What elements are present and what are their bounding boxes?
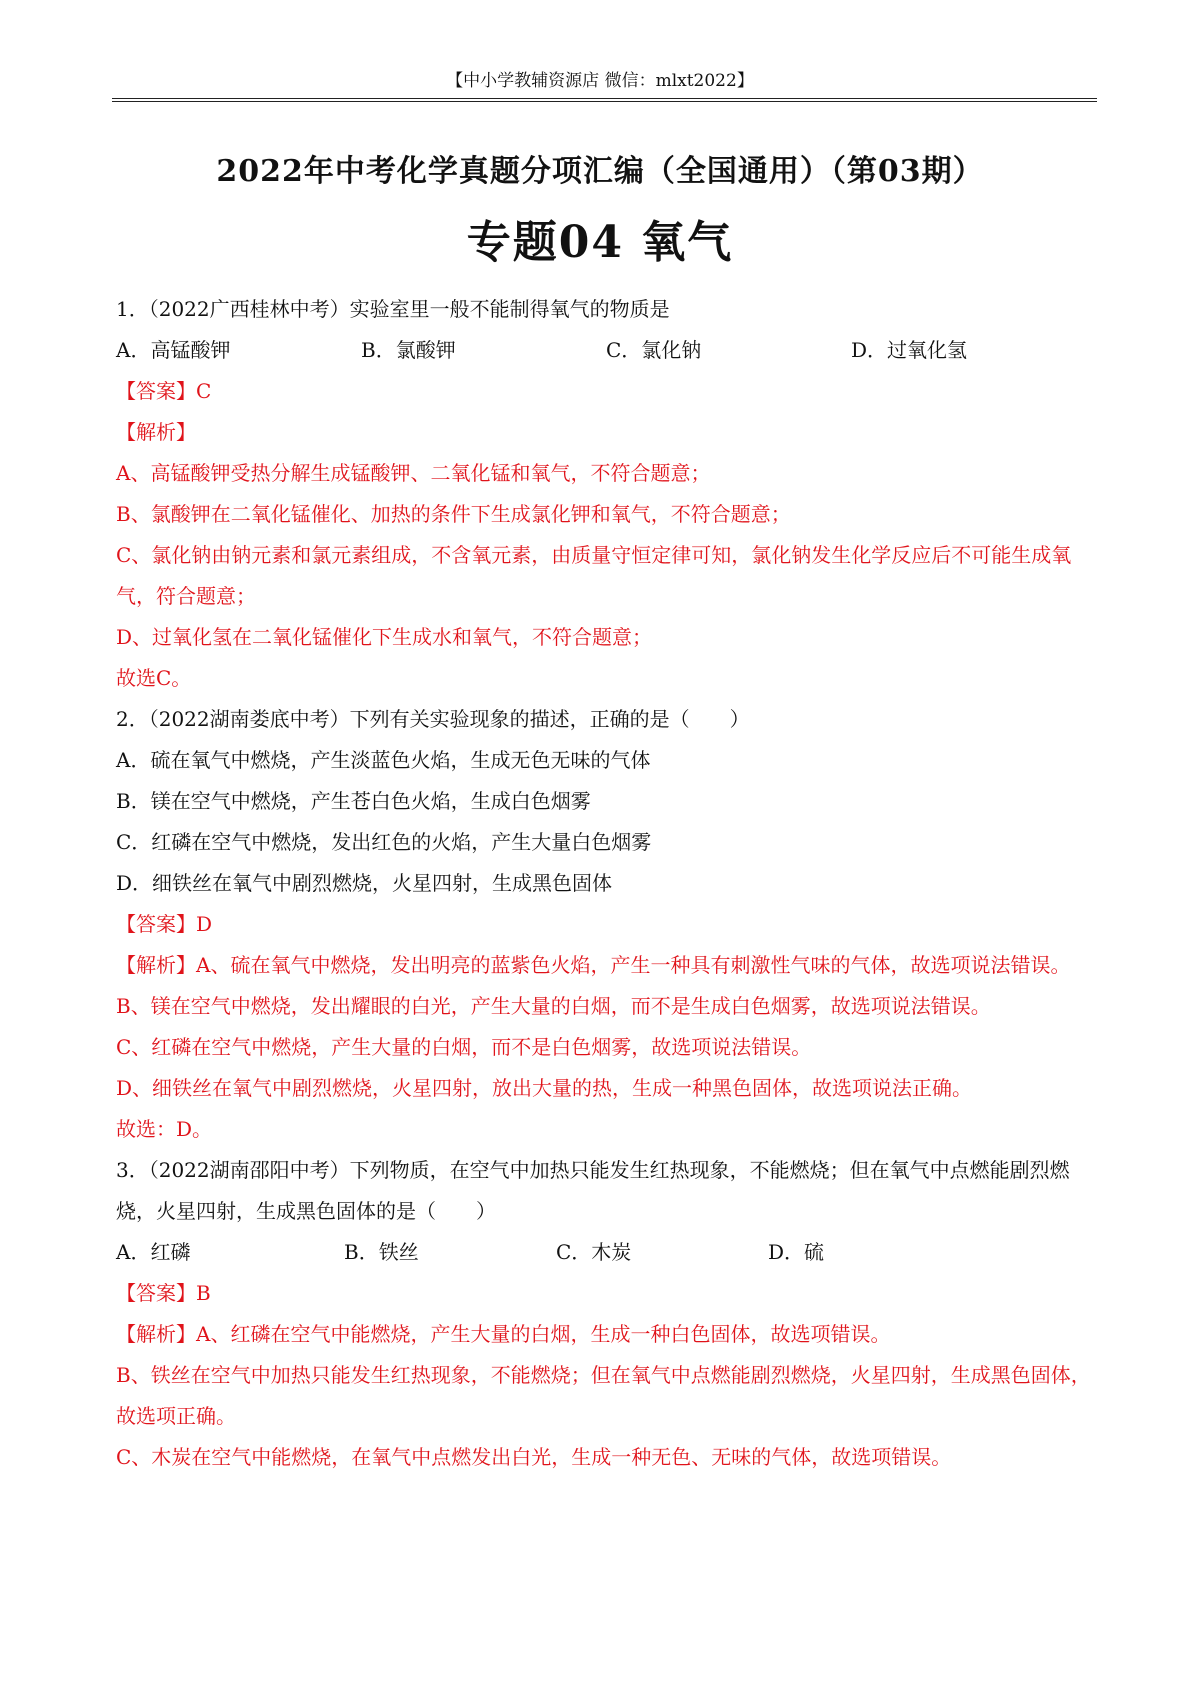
q2-analysis-d: D、细铁丝在氧气中剧烈燃烧，火星四射，放出大量的热，生成一种黑色固体，故选项说法正确。 [116,1076,973,1100]
q1-option-c: C．氯化钠 [606,338,702,362]
document-body [116,289,1096,1478]
q2-option-c: C．红磷在空气中燃烧，发出红色的火焰，产生大量白色烟雾 [116,830,652,854]
q1-answer: 【答案】C [116,379,212,403]
q3-option-b: B．铁丝 [344,1240,419,1264]
q1-analysis-b: B、氯酸钾在二氧化锰催化、加热的条件下生成氯化钾和氧气，不符合题意； [116,502,791,526]
q2-analysis-b: B、镁在空气中燃烧，发出耀眼的白光，产生大量的白烟，而不是生成白色烟雾，故选项说法错误。 [116,994,991,1018]
header-rule-thin [112,101,1097,102]
q3-option-d: D．硫 [768,1240,825,1264]
q3-analysis-a: 【解析】A、红磷在空气中能燃烧，产生大量的白烟，生成一种白色固体，故选项错误。 [116,1322,891,1346]
q2-option-d: D．细铁丝在氧气中剧烈燃烧，火星四射，生成黑色固体 [116,871,613,895]
q2-option-b: B．镁在空气中燃烧，产生苍白色火焰，生成白色烟雾 [116,789,591,813]
q1-option-b: B．氯酸钾 [361,338,456,362]
q1-option-d: D．过氧化氢 [851,338,968,362]
document-subtitle: 专题04 氧气 [466,217,734,268]
q3-analysis-b: B、铁丝在空气中加热只能发生红热现象，不能燃烧；但在氧气中点燃能剧烈燃烧，火星四射，生成黑色固体，故选项正确。 [116,1363,1091,1428]
q1-analysis-label: 【解析】 [116,420,196,444]
q2-analysis-a: 【解析】A、硫在氧气中燃烧，发出明亮的蓝紫色火焰，产生一种具有刺激性气味的气体，故选项说法错误。 [116,953,1071,977]
q2-answer: 【答案】D [116,912,213,936]
question-3-options [116,1232,1096,1273]
q2-conclusion: 故选：D。 [116,1117,213,1141]
question-1-options [116,330,1096,371]
header-rule [112,98,1097,99]
q2-analysis-c: C、红磷在空气中燃烧，产生大量的白烟，而不是白色烟雾，故选项说法错误。 [116,1035,812,1059]
q3-analysis-c: C、木炭在空气中能燃烧，在氧气中点燃发出白光，生成一种无色、无味的气体，故选项错误。 [116,1445,952,1469]
document-title: 2022年中考化学真题分项汇编（全国通用）（第03期） [216,154,984,189]
question-2-stem: 2．（2022湖南娄底中考）下列有关实验现象的描述，正确的是（ ） [116,707,750,731]
question-3-stem: 3．（2022湖南邵阳中考）下列物质，在空气中加热只能发生红热现象，不能燃烧；但在氧气中点燃能剧烈燃烧，火星四射，生成黑色固体的是（ ） [116,1158,1070,1223]
q3-answer: 【答案】B [116,1281,211,1305]
q1-analysis-c: C、氯化钠由钠元素和氯元素组成，不含氧元素，由质量守恒定律可知，氯化钠发生化学反应后不可能生成氧气，符合题意； [116,543,1072,608]
q1-option-a: A．高锰酸钾 [116,338,231,362]
q2-option-a: A．硫在氧气中燃烧，产生淡蓝色火焰，生成无色无味的气体 [116,748,651,772]
page-header: 【中小学教辅资源店 微信：mlxt2022】 [446,71,754,91]
q1-conclusion: 故选C。 [116,666,192,690]
q3-option-a: A．红磷 [116,1240,191,1264]
question-1-stem: 1．（2022广西桂林中考）实验室里一般不能制得氧气的物质是 [116,297,670,321]
q3-option-c: C．木炭 [556,1240,632,1264]
q1-analysis-d: D、过氧化氢在二氧化锰催化下生成水和氧气，不符合题意； [116,625,653,649]
q1-analysis-a: A、高锰酸钾受热分解生成锰酸钾、二氧化锰和氧气，不符合题意； [116,461,711,485]
